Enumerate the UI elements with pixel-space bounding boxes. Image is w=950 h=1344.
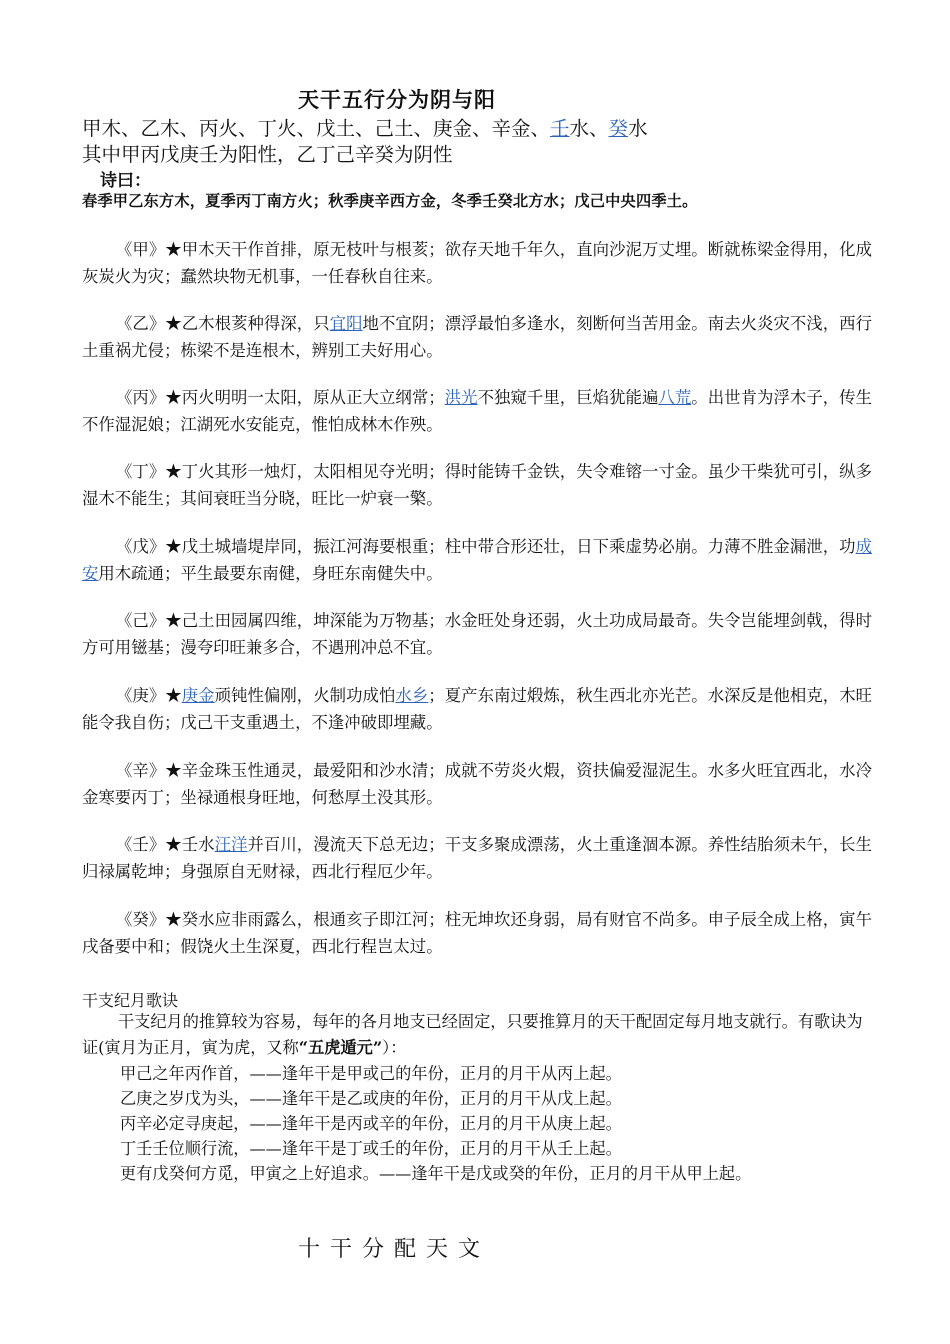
link-yiyang[interactable]: 宜阳 [329, 314, 363, 333]
link-hongguang[interactable]: 洪光 [444, 388, 478, 407]
section-title: 干支纪月歌诀 [82, 991, 179, 1010]
link-chengan[interactable]: 成安 [82, 537, 872, 583]
poem-geng: 《庚》★庚金顽钝性偏刚，火制功成怕水乡；夏产东南过煅炼，秋生西北亦光芒。水深反是他相克，木旺能令我自伤；戊己干支重遇土，不逢冲破即埋藏。 [82, 686, 873, 732]
section-intro: 干支纪月的推算较为容易，每年的各月地支已经固定，只要推算月的天干配固定每月地支就行。有歌诀为证(寅月为正月，寅为虎，又称“五虎遁元”）： [82, 1012, 863, 1057]
poem-gui: 《癸》★癸水应非雨露么，根通亥子即江河；柱无坤坎还身弱，局有财官不尚多。申子辰全成上格，寅午戌备要中和；假饶火土生深夏，西北行程岂太过。 [82, 910, 872, 956]
verse-line: 甲己之年丙作首，——逢年干是甲或己的年份，正月的月干从丙上起。 [120, 1064, 622, 1083]
verse-line: 丙辛必定寻庚起，——逢年干是丙或辛的年份，正月的月干从庚上起。 [120, 1114, 622, 1133]
season-line: 春季甲乙东方木，夏季丙丁南方火；秋季庚辛西方金，冬季壬癸北方水；戊己中央四季土。 [82, 192, 698, 210]
link-shuixiang[interactable]: 水乡 [395, 686, 429, 705]
link-gui[interactable]: 癸 [608, 117, 629, 140]
link-ren[interactable]: 壬 [550, 117, 570, 140]
poem-wu: 《戊》★戊土城墙堤岸同，振江河海要根重；柱中带合形还壮，日下乘虚势必崩。力薄不胜金漏泄，功成安用木疏通；平生最要东南健，身旺东南健失中。 [82, 537, 872, 583]
verse-line: 丁壬壬位顺行流，——逢年干是丁或壬的年份，正月的月干从壬上起。 [120, 1139, 622, 1158]
poem-ji: 《己》★己土田园属四维，坤深能为万物基；水金旺处身还弱，火土功成局最奇。失令岂能埋剑戟，得时方可用镃基；漫夸印旺兼多合，不遇刑冲总不宜。 [82, 611, 872, 657]
poem-jia: 《甲》★甲木天干作首排，原无枝叶与根荄；欲存天地千年久，直向沙泥万丈埋。断就栋梁金得用，化成灰炭火为灾；蠢然块物无机事，一任春秋自往来。 [82, 240, 872, 286]
link-wangyang[interactable]: 汪洋 [214, 835, 248, 854]
link-gengjin[interactable]: 庚金 [181, 686, 215, 705]
page-title: 天干五行分为阴与阳 [298, 87, 496, 112]
poem-ding: 《丁》★丁火其形一烛灯，太阳相见夺光明；得时能铸千金铁，失令难镕一寸金。虽少干柴犹可引，纵多湿木不能生；其间衰旺当分晓，旺比一炉衰一檠。 [82, 462, 872, 508]
poem-bing: 《丙》★丙火明明一太阳，原从正大立纲常；洪光不独窥千里，巨焰犹能遍八荒。出世肯为浮木子，传生不作湿泥娘；江湖死水安能克，惟怕成林木作殃。 [82, 388, 873, 434]
bottom-title: 十干分配天文 [298, 1237, 491, 1262]
verse-line: 乙庚之岁戊为头，——逢年干是乙或庚的年份，正月的月干从戊上起。 [120, 1089, 622, 1108]
link-bahuang[interactable]: 八荒 [658, 388, 692, 407]
poem-label: 诗曰： [100, 171, 151, 191]
stems-line: 甲木、乙木、丙火、丁火、戊土、己土、庚金、辛金、壬水、癸水 [82, 117, 648, 140]
poem-ren: 《壬》★壬水汪洋并百川，漫流天下总无边；干支多聚成漂荡，火土重逢涸本源。养性结胎须未午，长生归禄属乾坤；身强原自无财禄，西北行程厄少年。 [82, 835, 873, 881]
verse-line: 更有戊癸何方觅，甲寅之上好追求。——逢年干是戊或癸的年份，正月的月干从甲上起。 [120, 1164, 752, 1183]
yinyang-line: 其中甲丙戊庚壬为阳性，乙丁己辛癸为阴性 [82, 143, 453, 166]
poem-xin: 《辛》★辛金珠玉性通灵，最爱阳和沙水清；成就不劳炎火煆，资扶偏爱湿泥生。水多火旺宜西北，水冷金寒要丙丁；坐禄通根身旺地，何愁厚土没其形。 [82, 761, 872, 807]
poem-yi: 《乙》★乙木根荄种得深，只宜阳地不宜阴；漂浮最怕多逢水，刻断何当苦用金。南去火炎灾不浅，西行土重祸尤侵；栋梁不是连根木，辨别工夫好用心。 [82, 314, 873, 360]
